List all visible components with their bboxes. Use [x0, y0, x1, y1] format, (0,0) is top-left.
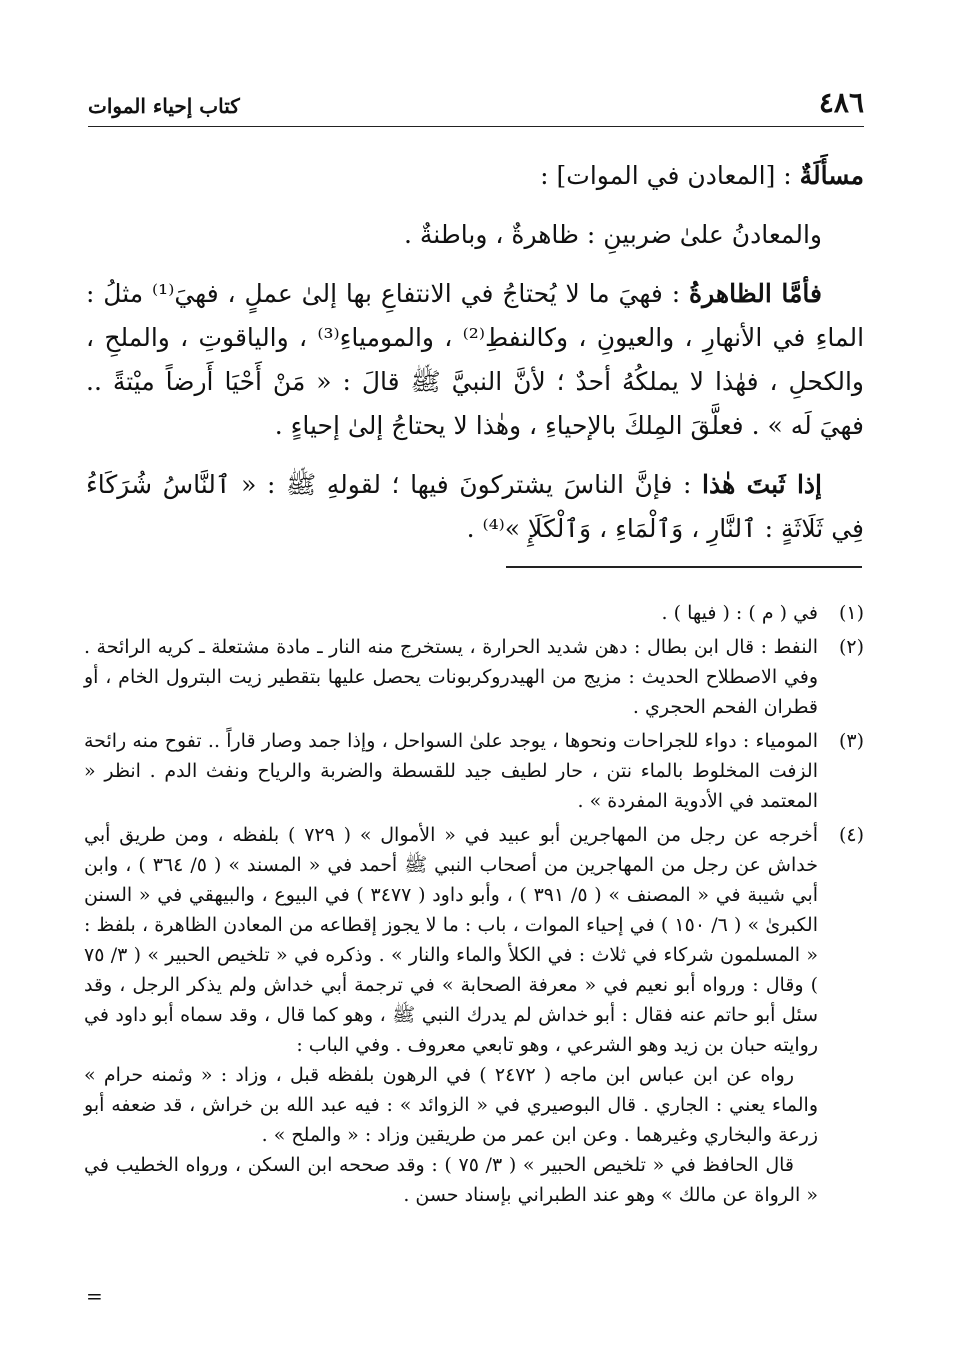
footnotes — [84, 598, 864, 1214]
paragraph-lead: إذا ثَبتَ هٰذا — [702, 470, 823, 499]
footnote-number: (٣) — [838, 730, 864, 752]
heading-label: مسأَلَةٌ — [799, 161, 864, 190]
footnote-line: أخرجه عن رجل من المهاجرين أبو عبيد في « الأموال » ( ٧٢٩ ) بلفظه ، ومن طريق أبي خداش عن رجل من المهاجرين من أصحاب النبي ﷺ أحمد في « المسند » ( ٥/ ٣٦٤ ) ، وابن أبي شيبة في « المصنف » ( ٥/ ٣٩١ ) ، وأبو داود ( ٣٤٧٧ ) في البيوع ، والبيهقي في « السنن الكبرىٰ » ( ٦/ ١٥٠ ) في إحياء الموات ، باب : ما لا يجوز إقطاعه من المعادن الظاهرة ، بلفظ : « المسلمون شركاء في ثلاث : في الكلأ والماء والنار » . وذكره في « تلخيص الحبير » ( ٣/ ٧٥ ) وقال : ورواه أبو نعيم في « معرفة الصحابة » في ترجمة أبي خداش ولم يذكر الرجل ، وقد سئل أبو حاتم عنه فقال : أبو خداش لم يدرك النبي ﷺ ، وهو كما قال ، وقد سماه أبو داود في روايته حبان بن زيد وهو الشرعي ، وهو تابعي معروف . وفي الباب : — [84, 824, 819, 1056]
footnote-number: (٢) — [838, 636, 864, 658]
header-rule — [88, 126, 864, 127]
running-title: كتاب إحياء الموات — [88, 94, 240, 118]
continuation-mark: = — [86, 1284, 103, 1308]
footnote-separator — [506, 566, 862, 568]
footnote-line: رواه عن ابن عباس ابن ماجه ( ٢٤٧٢ ) في الرهون بلفظه قبل ، وزاد : « وثمنه حرام » والماء يعني : الجاري . قال البوصيري في « الزوائد » : فيه عبد الله بن خراش ، قد ضعفه أبو زرعة والبخاري وغيرهما . وعن ابن عمر من طريقين وزاد : « والملح » . — [84, 1064, 818, 1146]
footnote-line: النفط : قال ابن بطال : دهن شديد الحرارة ، يستخرج منه النار ـ مادة مشتعلة ـ كريه الرائحة . وفي الاصطلاح الحديث : مزيج من الهيدروكربونات يحصل عليها بتقطير زيت البترول الخام ، أو قطران الفحم الحجري . — [84, 636, 818, 718]
paragraph-shared-rights — [86, 463, 864, 551]
section-heading — [86, 154, 864, 198]
footnote — [84, 598, 864, 628]
footnote-text — [84, 632, 818, 722]
footnote-number: (١) — [838, 602, 864, 624]
footnote — [84, 632, 864, 722]
page-number: ٤٨٦ — [818, 86, 864, 119]
footnote-line: المومياء : دواء للجراحات ونحوها ، يوجد علىٰ السواحل ، وإذا جمد وصار قاراً .. تفوح منه رائحة الزفت المخلوط بالماء نتن ، حار لطيف جيد للقسطة والضربة والرياح ونفث الدم . انظر « المعتمد في الأدوية المفردة » . — [84, 730, 818, 812]
page-header — [88, 86, 864, 126]
paragraph-apparent-minerals — [86, 272, 864, 448]
footnote-line: قال الحافظ في « تلخيص الحبير » ( ٣/ ٧٥ ) : وقد صححه ابن السكن ، ورواه الخطيب في « الرواة عن مالك » وهو عند الطبراني بإسناد حسن . — [84, 1154, 818, 1206]
footnote-text — [84, 726, 818, 816]
paragraph-text: : فإنَّ الناسَ يشتركونَ فيها ؛ لقولهِ ﷺ : « ٱلنَّاسُ شُرَكَاءُ فِي ثَلَاثَةٍ : ٱلنَّارِ ، وَٱلْمَاءِ ، وَٱلْكَلَإِ »⁽⁴⁾ . — [86, 470, 864, 543]
paragraph-lead: فأمَّا الظاهرةُ — [689, 279, 822, 308]
footnote-text — [84, 820, 818, 1210]
footnote — [84, 726, 864, 816]
footnote-text — [84, 598, 818, 628]
intro-paragraph: والمعادنُ علىٰ ضربينِ : ظاهرةٌ ، وباطنةٌ . — [404, 220, 822, 249]
footnote — [84, 820, 864, 1210]
paragraph-text: : فهيَ ما لا يُحتاجُ في الانتفاعِ بها إلىٰ عملٍ ، فهيَ⁽¹⁾ مثلُ : الماءِ في الأنهارِ ، والعيونِ ، وكالنفطِ⁽²⁾ ، والمومياءِ⁽³⁾ ، والياقوتِ ، والملحِ ، والكحلِ ، فهٰذا لا يملكُهُ أحدٌ ؛ لأنَّ النبيَّ ﷺ قالَ : « مَنْ أَحْيَا أَرضاً ميْتةً .. فهيَ لَه » . فعلَّقَ المِلكَ بالإحياءِ ، وهٰذا لا يحتاجُ إلىٰ إحياءٍ . — [86, 279, 865, 440]
main-text — [86, 148, 864, 551]
heading-title: : [المعادن في الموات] : — [540, 161, 800, 190]
footnote-line: في ( م ) : ( فيها ) . — [661, 602, 818, 624]
footnote-number: (٤) — [838, 824, 864, 846]
